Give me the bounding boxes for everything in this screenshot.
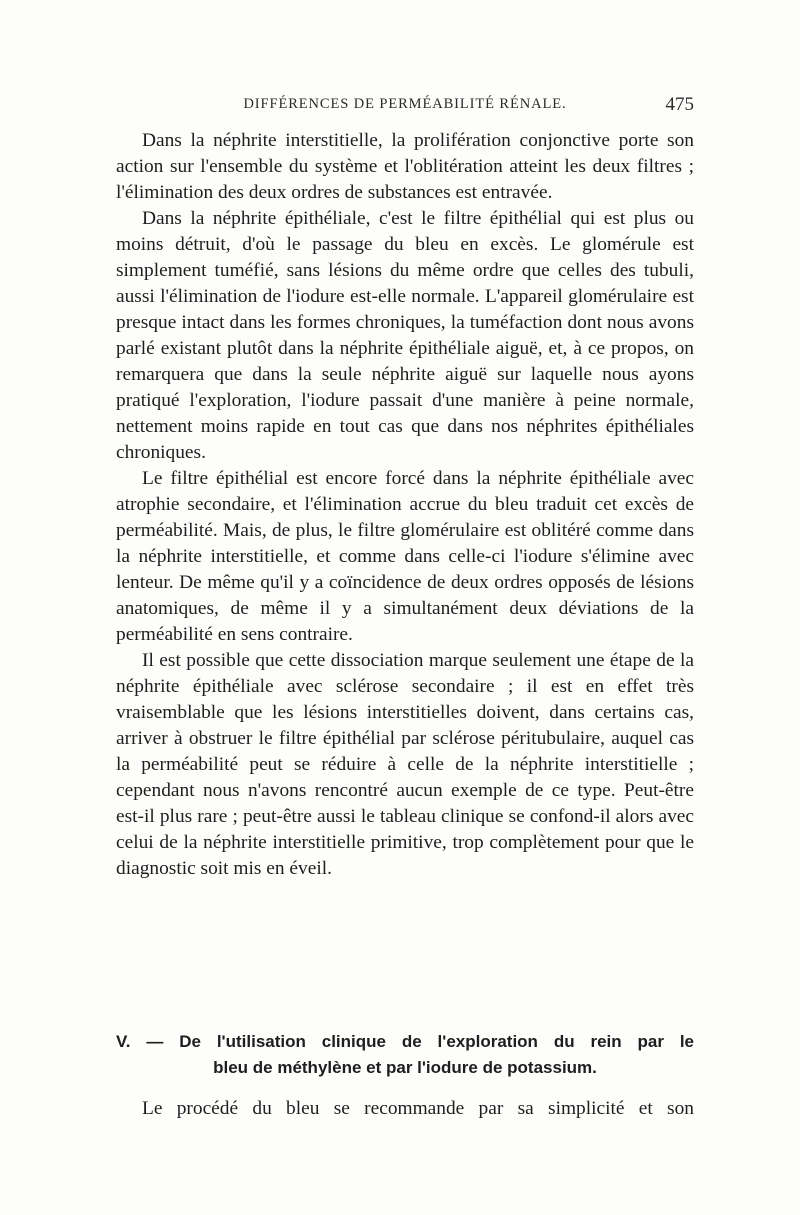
running-title: DIFFÉRENCES DE PERMÉABILITÉ RÉNALE. — [243, 96, 567, 112]
body-text — [116, 128, 694, 882]
page-number: 475 — [665, 94, 694, 115]
paragraph-dissociation: Il est possible que cette dissociation marque seulement une étape de la néphrite épithéliale avec sclérose secondaire ; il est en effet très vraisemblable que les lésions interstitielles doivent, dans certains cas, arriver à obstruer le filtre épithélial par sclérose péritubulaire, auquel cas la perméabilité peut se réduire à celle de la néphrite interstitielle ; cependant nous n'avons rencontré aucun exemple de ce type. Peut-être est-il plus rare ; peut-être aussi le tableau clinique se confond-il alors avec celui de la néphrite interstitielle primitive, trop complètement pour que le diagnostic soit mis en éveil. — [116, 650, 694, 879]
section-heading — [116, 1029, 694, 1081]
final-paragraph-start: Le procédé du bleu se recommande par sa simplicité et son — [142, 1098, 694, 1119]
running-head — [116, 96, 694, 122]
section-heading-line-1: V. — De l'utilisation clinique de l'exploration du rein par le — [116, 1032, 694, 1051]
paragraph-epithelial-nephritis: Dans la néphrite épithéliale, c'est le filtre épithélial qui est plus ou moins détruit, d'où le passage du bleu en excès. Le glomérule est simplement tuméfié, sans lésions du même ordre que celles des tubuli, aussi l'élimination de l'iodure est-elle normale. L'appareil glomérulaire est presque intact dans les formes chroniques, la tuméfaction dont nous avons parlé existant plutôt dans la néphrite épithéliale aiguë, et, à ce propos, on remarquera que dans la seule néphrite aiguë sur laquelle nous ayons pratiqué l'exploration, l'iodure passait d'une manière à peine normale, nettement moins rapide en tout cas que dans nos néphrites épithéliales chroniques. — [116, 208, 694, 463]
paragraph-secondary-atrophy: Le filtre épithélial est encore forcé dans la néphrite épithéliale avec atrophie secondaire, et l'élimination accrue du bleu traduit cet excès de perméabilité. Mais, de plus, le filtre glomérulaire est oblitéré comme dans la néphrite interstitielle, et comme dans celle-ci l'iodure s'élimine avec lenteur. De même qu'il y a coïncidence de deux ordres opposés de lésions anatomiques, de même il y a simultanément deux déviations de la perméabilité en sens contraire. — [116, 468, 694, 645]
section-heading-line-2: bleu de méthylène et par l'iodure de potassium. — [213, 1058, 597, 1077]
paragraph-interstitial-nephritis: Dans la néphrite interstitielle, la prolifération conjonctive porte son action sur l'ensemble du système et l'oblitération atteint les deux filtres ; l'élimination des deux ordres de substances est entravée. — [116, 130, 694, 203]
